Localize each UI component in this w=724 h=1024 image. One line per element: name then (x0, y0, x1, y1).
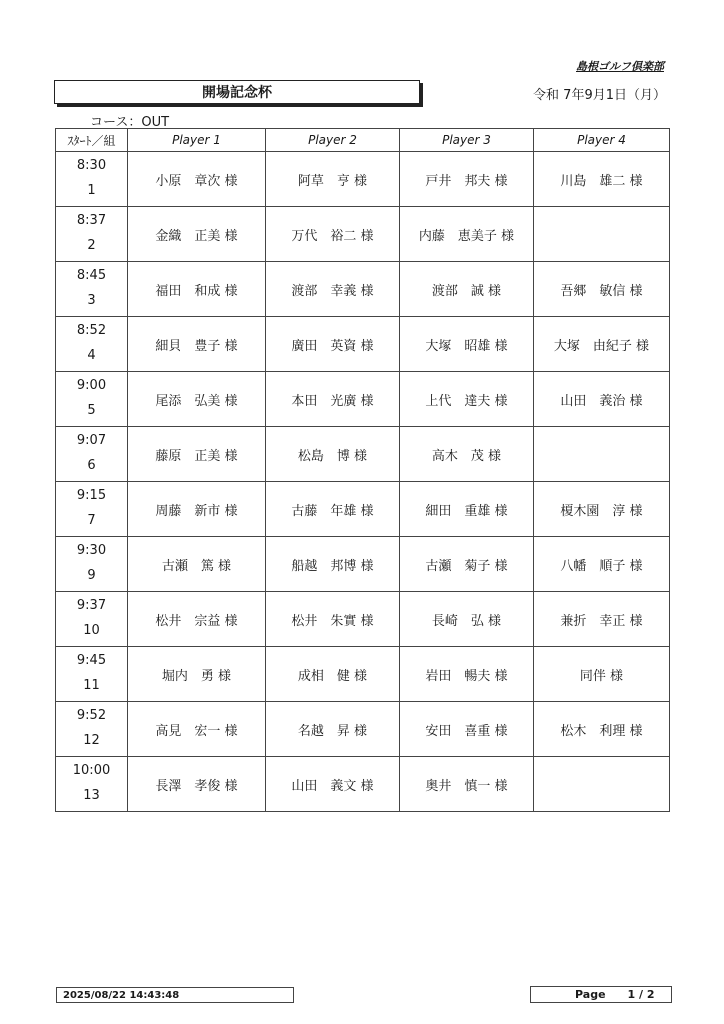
start-time: 8:52 (76, 323, 107, 339)
player-cell: 万代 裕二 様 (266, 207, 400, 262)
group-number: 11 (83, 678, 100, 693)
table-row (56, 207, 670, 262)
table-row (56, 372, 670, 427)
start-cell (56, 207, 128, 262)
table-row (56, 152, 670, 207)
page-indicator-box (530, 986, 672, 1003)
group-number: 2 (87, 238, 96, 253)
start-time: 9:15 (76, 488, 107, 504)
course-label: コース：OUT (90, 115, 170, 130)
table-row (56, 262, 670, 317)
player-cell: 廣田 英資 様 (266, 317, 400, 372)
player-cell: 内藤 恵美子 様 (400, 207, 534, 262)
start-cell (56, 537, 128, 592)
start-cell (56, 317, 128, 372)
header-player-4: Player 4 (534, 129, 670, 152)
page-number: 1 / 2 (627, 988, 655, 1001)
player-cell: 大塚 由紀子 様 (534, 317, 670, 372)
start-cell (56, 647, 128, 702)
player-cell (534, 757, 670, 812)
start-cell (56, 262, 128, 317)
player-cell: 吾郷 敏信 様 (534, 262, 670, 317)
start-time: 9:07 (76, 433, 107, 449)
player-cell: 山田 義文 様 (266, 757, 400, 812)
player-cell: 松井 宗益 様 (128, 592, 266, 647)
player-cell: 大塚 昭雄 様 (400, 317, 534, 372)
group-number: 7 (87, 513, 96, 528)
player-cell: 八幡 順子 様 (534, 537, 670, 592)
player-cell: 尾添 弘美 様 (128, 372, 266, 427)
player-cell: 渡部 幸義 様 (266, 262, 400, 317)
player-cell: 兼折 幸正 様 (534, 592, 670, 647)
player-cell: 川島 雄二 様 (534, 152, 670, 207)
table-header-row (56, 129, 670, 152)
start-time: 9:52 (76, 708, 107, 724)
start-time: 10:00 (72, 763, 111, 779)
player-cell: 高見 宏一 様 (128, 702, 266, 757)
player-cell: 成相 健 様 (266, 647, 400, 702)
table-row (56, 537, 670, 592)
group-number: 13 (83, 788, 100, 803)
player-cell: 高木 茂 様 (400, 427, 534, 482)
player-cell: 小原 章次 様 (128, 152, 266, 207)
start-time: 9:00 (76, 378, 107, 394)
group-number: 12 (83, 733, 100, 748)
player-cell: 阿草 亨 様 (266, 152, 400, 207)
player-cell: 細田 重雄 様 (400, 482, 534, 537)
player-cell: 藤原 正美 様 (128, 427, 266, 482)
player-cell: 名越 昇 様 (266, 702, 400, 757)
table-row (56, 482, 670, 537)
header-player-1: Player 1 (128, 129, 266, 152)
start-time: 9:30 (76, 543, 107, 559)
start-time: 8:30 (76, 158, 107, 174)
player-cell: 金織 正美 様 (128, 207, 266, 262)
start-time: 9:45 (76, 653, 107, 669)
page-label: Page (575, 988, 606, 1001)
group-number: 4 (87, 348, 96, 363)
player-cell: 細貝 豊子 様 (128, 317, 266, 372)
player-cell: 本田 光廣 様 (266, 372, 400, 427)
table-row (56, 757, 670, 812)
club-name: 島根ゴルフ倶楽部 (576, 60, 664, 73)
group-number: 3 (87, 293, 96, 308)
player-cell (534, 427, 670, 482)
player-cell (534, 207, 670, 262)
start-time: 8:37 (76, 213, 107, 229)
player-cell: 山田 義治 様 (534, 372, 670, 427)
start-cell (56, 152, 128, 207)
table-row (56, 702, 670, 757)
player-cell: 長澤 孝俊 様 (128, 757, 266, 812)
table-row (56, 592, 670, 647)
player-cell: 奥井 慎一 様 (400, 757, 534, 812)
player-cell: 岩田 暢夫 様 (400, 647, 534, 702)
player-cell: 周藤 新市 様 (128, 482, 266, 537)
table-row (56, 317, 670, 372)
player-cell: 古藤 年雄 様 (266, 482, 400, 537)
table-row (56, 427, 670, 482)
start-time: 9:37 (76, 598, 107, 614)
group-number: 6 (87, 458, 96, 473)
player-cell: 古瀬 篤 様 (128, 537, 266, 592)
player-cell: 松井 朱實 様 (266, 592, 400, 647)
table-row (56, 647, 670, 702)
start-time: 8:45 (76, 268, 107, 284)
player-cell: 榎木園 淳 様 (534, 482, 670, 537)
group-number: 9 (87, 568, 96, 583)
start-cell (56, 757, 128, 812)
player-cell: 上代 達夫 様 (400, 372, 534, 427)
print-timestamp: 2025/08/22 14:43:48 (63, 989, 180, 1001)
event-title: 開場記念杯 (202, 85, 272, 101)
player-cell: 船越 邦博 様 (266, 537, 400, 592)
start-schedule-table (55, 128, 670, 812)
print-timestamp-box (56, 987, 294, 1003)
group-number: 10 (83, 623, 100, 638)
player-cell: 古瀬 菊子 様 (400, 537, 534, 592)
player-cell: 戸井 邦夫 様 (400, 152, 534, 207)
event-date: 令和 7年9月1日（月） (533, 88, 666, 103)
player-cell: 松島 博 様 (266, 427, 400, 482)
header-start-group: ｽﾀｰﾄ／組 (56, 129, 128, 152)
player-cell: 堀内 勇 様 (128, 647, 266, 702)
player-cell: 福田 和成 様 (128, 262, 266, 317)
start-cell (56, 702, 128, 757)
start-cell (56, 372, 128, 427)
player-cell: 渡部 誠 様 (400, 262, 534, 317)
group-number: 5 (87, 403, 96, 418)
player-cell: 安田 喜重 様 (400, 702, 534, 757)
header-player-2: Player 2 (266, 129, 400, 152)
event-title-box (54, 80, 420, 104)
player-cell: 松木 利理 様 (534, 702, 670, 757)
group-number: 1 (87, 183, 96, 198)
header-player-3: Player 3 (400, 129, 534, 152)
start-cell (56, 482, 128, 537)
player-cell: 長崎 弘 様 (400, 592, 534, 647)
start-cell (56, 592, 128, 647)
player-cell: 同伴 様 (534, 647, 670, 702)
start-cell (56, 427, 128, 482)
